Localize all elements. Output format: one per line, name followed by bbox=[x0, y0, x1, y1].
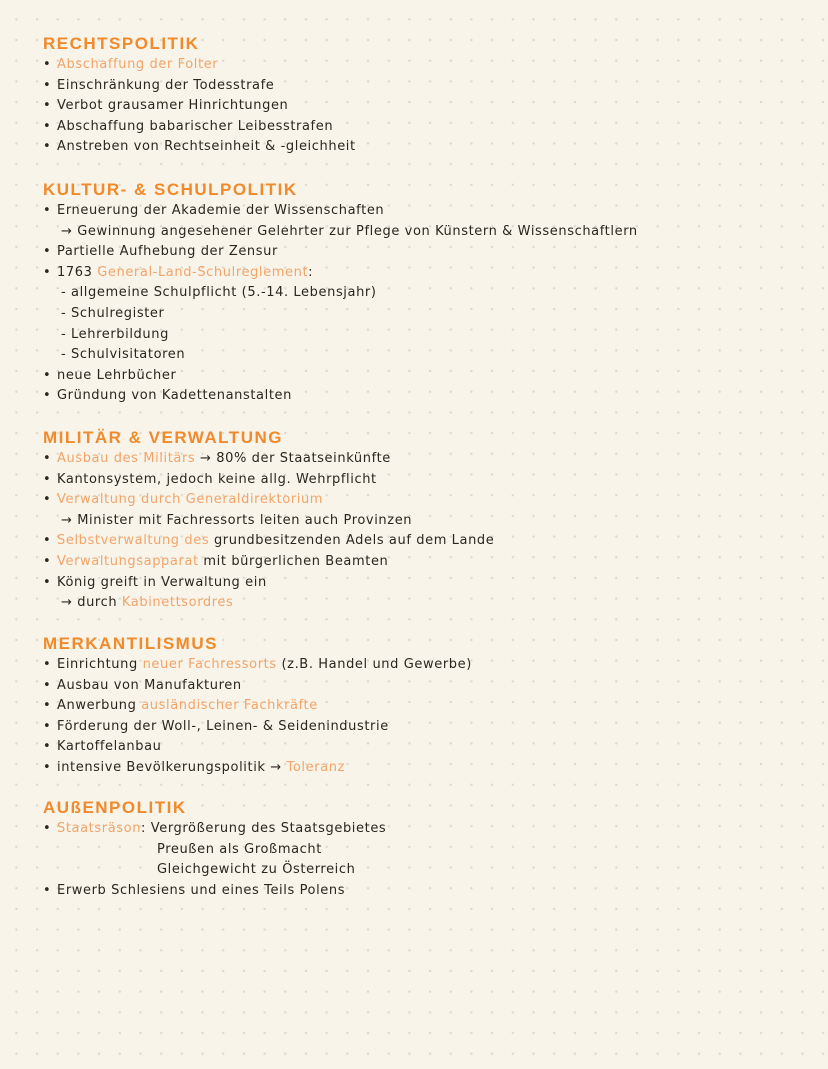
list-item bbox=[43, 96, 818, 117]
line-text: Förderung der Woll-, Leinen- & Seidenindustrie bbox=[57, 718, 389, 734]
highlighted-term: neuer Fachressorts bbox=[142, 657, 277, 672]
section-merkantilismus bbox=[43, 633, 818, 779]
bullet-point: • bbox=[43, 244, 52, 260]
line-text: (z.B. Handel und Gewerbe) bbox=[276, 657, 472, 672]
list-item bbox=[43, 717, 818, 738]
line-text: Einschränkung der Todesstrafe bbox=[57, 77, 275, 93]
list-item bbox=[43, 737, 818, 758]
highlighted-term: ausländischer Fachkräfte bbox=[141, 698, 318, 714]
list-item bbox=[43, 201, 818, 222]
bullet-point: • bbox=[43, 759, 52, 775]
list-item bbox=[43, 325, 818, 346]
list-item bbox=[43, 696, 818, 717]
list-item bbox=[43, 490, 818, 511]
bullet-point: • bbox=[43, 882, 52, 898]
bullet-point: • bbox=[43, 698, 52, 714]
list-item bbox=[43, 263, 818, 284]
bullet-point: • bbox=[43, 492, 52, 508]
list-item bbox=[43, 511, 818, 532]
highlighted-term: Ausbau des Militärs bbox=[57, 451, 196, 466]
line-text: Erneuerung der Akademie der Wissenschaften bbox=[57, 203, 385, 218]
bullet-point: • bbox=[43, 533, 52, 549]
section-militaer-verwaltung bbox=[43, 427, 818, 614]
line-text: → durch bbox=[61, 595, 122, 611]
highlighted-term: Verwaltung durch Generaldirektorium bbox=[57, 492, 324, 508]
section-heading: MILITÄR & VERWALTUNG bbox=[43, 428, 283, 447]
list-item bbox=[43, 222, 818, 243]
line-text: Verbot grausamer Hinrichtungen bbox=[57, 98, 289, 114]
list-item bbox=[43, 593, 818, 614]
bullet-point: • bbox=[43, 118, 52, 134]
section-heading: RECHTSPOLITIK bbox=[43, 34, 200, 53]
list-item bbox=[43, 470, 818, 491]
bullet-point: • bbox=[43, 553, 52, 569]
section-heading: KULTUR- & SCHULPOLITIK bbox=[43, 180, 298, 199]
list-item bbox=[43, 573, 818, 594]
highlighted-term: Abschaffung der Folter bbox=[57, 57, 219, 72]
line-text: Gründung von Kadettenanstalten bbox=[57, 388, 292, 404]
bullet-point: • bbox=[43, 657, 52, 672]
line-text: - Schulvisitatoren bbox=[61, 347, 186, 363]
list-item bbox=[43, 386, 818, 407]
list-item bbox=[43, 449, 818, 470]
line-text: Einrichtung bbox=[57, 657, 143, 672]
bullet-point: • bbox=[43, 388, 52, 404]
highlighted-term: Kabinettsordres bbox=[121, 595, 234, 611]
list-item bbox=[43, 283, 818, 304]
line-text: Preußen als Großmacht bbox=[157, 841, 322, 857]
list-item bbox=[43, 137, 818, 158]
line-text: - Lehrerbildung bbox=[61, 326, 169, 342]
list-item bbox=[43, 819, 818, 840]
list-item bbox=[43, 531, 818, 552]
line-text: 1763 bbox=[57, 264, 98, 280]
line-text: - Schulregister bbox=[61, 305, 165, 321]
list-item bbox=[43, 860, 818, 881]
line-text: Anstreben von Rechtseinheit & -gleichheit bbox=[57, 139, 356, 155]
list-item bbox=[43, 655, 818, 676]
list-item bbox=[43, 117, 818, 138]
line-text: grundbesitzenden Adels auf dem Lande bbox=[209, 533, 495, 549]
list-item bbox=[43, 76, 818, 97]
bullet-point: • bbox=[43, 718, 52, 734]
highlighted-term: Selbstverwaltung des bbox=[57, 533, 210, 549]
line-text: Ausbau von Manufakturen bbox=[57, 677, 242, 693]
list-item bbox=[43, 881, 818, 902]
line-text: mit bürgerlichen Beamten bbox=[198, 553, 389, 569]
line-text: Kantonsystem, jedoch keine allg. Wehrpflicht bbox=[57, 471, 377, 487]
bullet-point: • bbox=[43, 98, 52, 114]
bullet-point: • bbox=[43, 739, 52, 755]
line-text: Erwerb Schlesiens und eines Teils Polens bbox=[57, 882, 346, 898]
line-text: : Vergrößerung des Staatsgebietes bbox=[141, 821, 387, 836]
line-text: neue Lehrbücher bbox=[57, 367, 177, 383]
line-text: Abschaffung babarischer Leibesstrafen bbox=[57, 118, 334, 134]
highlighted-term: General-Land-Schulreglement bbox=[97, 264, 309, 280]
bullet-point: • bbox=[43, 677, 52, 693]
bullet-point: • bbox=[43, 203, 52, 218]
line-text: → 80% der Staatseinkünfte bbox=[195, 451, 391, 466]
list-item bbox=[43, 55, 818, 76]
bullet-point: • bbox=[43, 574, 52, 590]
list-item bbox=[43, 758, 818, 779]
line-text: : bbox=[308, 264, 314, 280]
bullet-point: • bbox=[43, 821, 52, 836]
bullet-point: • bbox=[43, 77, 52, 93]
list-item bbox=[43, 304, 818, 325]
line-text: intensive Bevölkerungspolitik → bbox=[57, 759, 287, 775]
line-text: → Minister mit Fachressorts leiten auch Provinzen bbox=[61, 512, 413, 528]
line-text: Partielle Aufhebung der Zensur bbox=[57, 244, 278, 260]
list-item bbox=[43, 552, 818, 573]
list-item bbox=[43, 242, 818, 263]
bullet-point: • bbox=[43, 367, 52, 383]
highlighted-term: Toleranz bbox=[286, 759, 345, 775]
line-text: Gleichgewicht zu Österreich bbox=[157, 862, 356, 878]
highlighted-term: Staatsräson bbox=[57, 821, 142, 836]
section-aussenpolitik bbox=[43, 797, 818, 901]
line-text: → Gewinnung angesehener Gelehrter zur Pflege von Künstern & Wissenschaftlern bbox=[61, 223, 638, 239]
section-heading: MERKANTILISMUS bbox=[43, 634, 218, 653]
list-item bbox=[43, 345, 818, 366]
section-kultur-schulpolitik bbox=[43, 179, 818, 407]
section-rechtspolitik bbox=[43, 33, 818, 158]
bullet-point: • bbox=[43, 471, 52, 487]
list-item bbox=[43, 676, 818, 697]
highlighted-term: Verwaltungsapparat bbox=[57, 553, 199, 569]
line-text: Anwerbung bbox=[57, 698, 142, 714]
bullet-point: • bbox=[43, 264, 52, 280]
bullet-point: • bbox=[43, 57, 52, 72]
line-text: - allgemeine Schulpflicht (5.-14. Lebensjahr) bbox=[61, 285, 377, 301]
list-item bbox=[43, 366, 818, 387]
section-heading: AUßENPOLITIK bbox=[43, 798, 187, 817]
bullet-point: • bbox=[43, 139, 52, 155]
bullet-point: • bbox=[43, 451, 52, 466]
line-text: König greift in Verwaltung ein bbox=[57, 574, 267, 590]
line-text: Kartoffelanbau bbox=[57, 739, 162, 755]
list-item bbox=[43, 840, 818, 861]
